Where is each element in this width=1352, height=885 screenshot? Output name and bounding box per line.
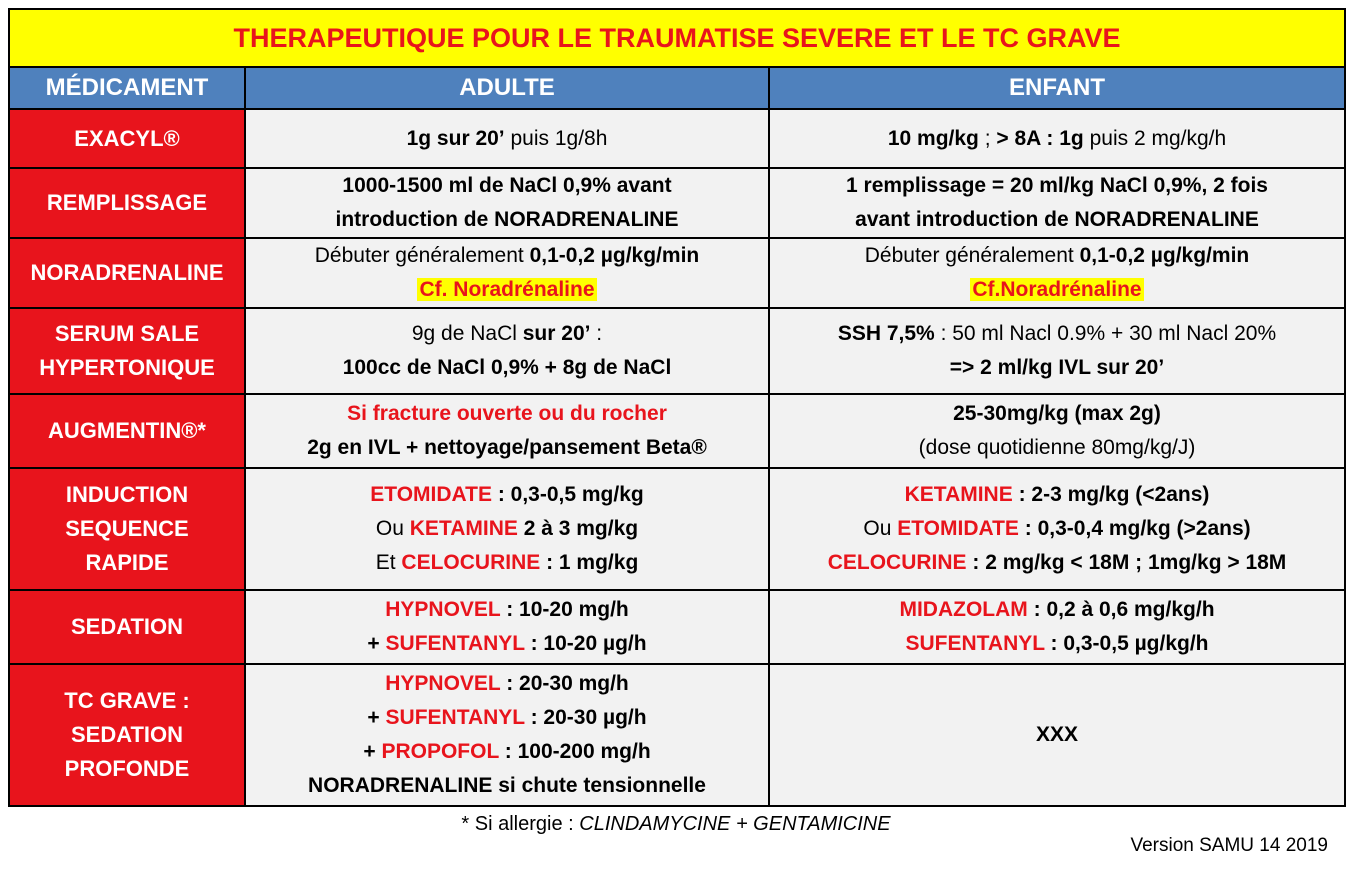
dose-text: : 0,2 à 0,6 mg/kg/h — [1027, 598, 1215, 621]
dose-text: puis 1g/8h — [504, 126, 608, 150]
dose-text: : 2 mg/kg < 18M ; 1mg/kg > 18M — [966, 551, 1287, 574]
adult-dose-cell — [245, 468, 769, 590]
child-dose-cell — [769, 664, 1345, 806]
medication-name-cell — [9, 308, 245, 394]
medication-name: SEDATION — [70, 614, 184, 639]
cell-line — [776, 512, 1338, 546]
header-medicament: MÉDICAMENT — [9, 67, 245, 109]
medication-name: INDUCTION — [65, 482, 189, 507]
dose-text: 10 mg/kg — [887, 126, 979, 150]
cell-line — [252, 546, 762, 580]
dose-text: SSH 7,5% — [837, 322, 935, 345]
adult-dose-cell — [245, 238, 769, 308]
table-row — [9, 308, 1345, 394]
dose-text: Débuter généralement — [864, 244, 1080, 267]
cell-line — [776, 478, 1338, 512]
child-dose-cell — [769, 168, 1345, 238]
dose-text: : 0,3-0,5 mg/kg — [492, 483, 644, 506]
dose-text: Ou — [375, 517, 410, 540]
drug-name: ETOMIDATE — [897, 517, 1019, 540]
drug-name: HYPNOVEL — [385, 598, 501, 621]
cell-line — [776, 718, 1338, 752]
drug-name: SUFENTANYL — [385, 706, 525, 729]
dose-text: : 10-20 µg/h — [524, 632, 647, 655]
cell-line — [776, 239, 1338, 273]
dose-text: 1 remplissage = 20 ml/kg NaCl 0,9%, 2 fois — [846, 174, 1268, 197]
reference-link-text: Cf.Noradrénaline — [972, 278, 1142, 301]
table-row — [9, 168, 1345, 238]
dose-text: 25-30mg/kg (max 2g) — [953, 402, 1161, 425]
child-dose-cell — [769, 394, 1345, 468]
dose-text: 0,1-0,2 µg/kg/min — [1079, 244, 1250, 267]
cell-line — [776, 169, 1338, 203]
cell-line — [252, 431, 762, 465]
medication-name: TC GRAVE : — [64, 688, 190, 713]
drug-name: HYPNOVEL — [385, 672, 501, 695]
cell-line — [252, 317, 762, 351]
version-label: Version SAMU 14 2019 — [1130, 835, 1328, 856]
dose-text: introduction de NORADRENALINE — [335, 208, 679, 231]
cell-line — [252, 478, 762, 512]
table-row — [9, 590, 1345, 664]
medication-name: SERUM SALE — [54, 321, 200, 346]
adult-dose-cell — [245, 308, 769, 394]
medication-name-cell — [9, 168, 245, 238]
cell-line — [776, 627, 1338, 661]
dose-text: : 0,3-0,4 mg/kg (>2ans) — [1018, 517, 1251, 540]
dose-text: : 20-30 µg/h — [524, 706, 647, 729]
medication-name-cell — [9, 109, 245, 168]
header-adulte: ADULTE — [245, 67, 769, 109]
dose-text: Débuter généralement — [314, 244, 530, 267]
dose-text: 100cc de NaCl 0,9% + 8g de NaCl — [342, 356, 672, 379]
dose-text: 1000-1500 ml de NaCl 0,9% avant — [342, 174, 672, 197]
cell-line — [776, 546, 1338, 580]
drug-name: SUFENTANYL — [905, 632, 1045, 655]
dose-text: + — [367, 706, 386, 729]
cell-line — [776, 273, 1338, 307]
dose-text: : 2-3 mg/kg (<2ans) — [1012, 483, 1210, 506]
cell-line — [776, 431, 1338, 465]
dose-text: 9g de NaCl — [411, 322, 523, 345]
cell-line — [252, 203, 762, 237]
cell-line — [252, 397, 762, 431]
cell-line — [776, 351, 1338, 385]
cell-line — [252, 239, 762, 273]
cell-line — [252, 351, 762, 385]
medication-name: PROFONDE — [64, 756, 190, 781]
medication-name-cell — [9, 664, 245, 806]
child-dose-cell — [769, 590, 1345, 664]
adult-dose-cell — [245, 168, 769, 238]
dose-text: (dose quotidienne 80mg/kg/J) — [918, 436, 1196, 459]
cell-line — [252, 512, 762, 546]
child-dose-cell — [769, 308, 1345, 394]
drug-name: CELOCURINE — [827, 551, 967, 574]
dose-text: : 0,3-0,5 µg/kg/h — [1044, 632, 1209, 655]
dose-text: => 2 ml/kg IVL sur 20’ — [949, 356, 1165, 379]
cell-line — [252, 701, 762, 735]
page-title: THERAPEUTIQUE POUR LE TRAUMATISE SEVERE ET LE TC GRAVE — [9, 9, 1345, 67]
reference-link-text: Cf. Noradrénaline — [419, 278, 595, 301]
medication-name: SEDATION — [70, 722, 184, 747]
table-row — [9, 664, 1345, 806]
dose-text: : 50 ml Nacl 0.9% + 30 ml Nacl 20% — [934, 322, 1277, 345]
dose-text: > 8A : 1g — [996, 126, 1084, 150]
dose-text: : — [590, 322, 603, 345]
dose-text: 2 à 3 mg/kg — [517, 517, 639, 540]
dose-text: 1g sur 20’ — [406, 126, 505, 150]
table-row — [9, 109, 1345, 168]
medication-name: AUGMENTIN®* — [48, 418, 206, 443]
drug-name: SUFENTANYL — [385, 632, 525, 655]
drug-name: KETAMINE — [409, 517, 518, 540]
header-row — [9, 67, 1345, 109]
title-row — [9, 9, 1345, 67]
cell-line — [252, 593, 762, 627]
cell-line — [776, 593, 1338, 627]
dose-text: puis 2 mg/kg/h — [1083, 126, 1227, 150]
dose-text: : 100-200 mg/h — [498, 740, 651, 763]
cell-line — [776, 122, 1338, 156]
drug-name: PROPOFOL — [381, 740, 499, 763]
dose-text: ; — [978, 126, 997, 150]
cell-line — [252, 627, 762, 661]
child-dose-cell — [769, 109, 1345, 168]
cell-line — [252, 735, 762, 769]
dose-text: : 20-30 mg/h — [500, 672, 629, 695]
cell-line — [776, 317, 1338, 351]
cell-line — [252, 667, 762, 701]
footnote-prefix: * Si allergie : — [461, 813, 580, 835]
adult-dose-cell — [245, 664, 769, 806]
dose-text: XXX — [1035, 723, 1079, 746]
dose-text: NORADRENALINE si chute tensionnelle — [308, 774, 706, 797]
child-dose-cell — [769, 238, 1345, 308]
dose-text: 0,1-0,2 µg/kg/min — [529, 244, 700, 267]
medication-name-cell — [9, 394, 245, 468]
adult-dose-cell — [245, 590, 769, 664]
child-dose-cell — [769, 468, 1345, 590]
header-enfant: ENFANT — [769, 67, 1345, 109]
adult-dose-cell — [245, 109, 769, 168]
table-row — [9, 394, 1345, 468]
dose-text: : 10-20 mg/h — [500, 598, 629, 621]
table-row — [9, 468, 1345, 590]
dose-text: + — [367, 632, 386, 655]
drug-name: MIDAZOLAM — [899, 598, 1028, 621]
cell-line — [252, 122, 762, 156]
adult-dose-cell — [245, 394, 769, 468]
table-row — [9, 238, 1345, 308]
medication-name: REMPLISSAGE — [46, 190, 208, 215]
drug-name: ETOMIDATE — [370, 483, 492, 506]
dose-text: : 1 mg/kg — [540, 551, 639, 574]
drug-name: CELOCURINE — [401, 551, 541, 574]
dose-text: sur 20’ — [522, 322, 591, 345]
medication-name: EXACYL® — [74, 125, 180, 151]
drug-name: KETAMINE — [904, 483, 1013, 506]
cell-line — [252, 169, 762, 203]
cell-line — [252, 769, 762, 803]
cell-line — [252, 273, 762, 307]
dose-text: 2g en IVL + nettoyage/pansement Beta® — [307, 436, 707, 459]
therapy-table — [8, 8, 1346, 807]
medication-name-cell — [9, 468, 245, 590]
medication-name-cell — [9, 238, 245, 308]
dose-text: avant introduction de NORADRENALINE — [855, 208, 1259, 231]
medication-name: RAPIDE — [85, 550, 169, 575]
dose-text: Et — [375, 551, 402, 574]
medication-name: SEQUENCE — [65, 516, 189, 541]
footnote-drugs: CLINDAMYCINE + GENTAMICINE — [579, 813, 891, 835]
cell-line — [776, 203, 1338, 237]
dose-text: + — [363, 740, 382, 763]
dose-text: Ou — [863, 517, 898, 540]
medication-name: HYPERTONIQUE — [39, 355, 215, 380]
drug-name: Si fracture ouverte ou du rocher — [347, 402, 667, 425]
cell-line — [776, 397, 1338, 431]
medication-name-cell — [9, 590, 245, 664]
therapy-table-container — [8, 8, 1344, 807]
medication-name: NORADRENALINE — [30, 260, 224, 285]
